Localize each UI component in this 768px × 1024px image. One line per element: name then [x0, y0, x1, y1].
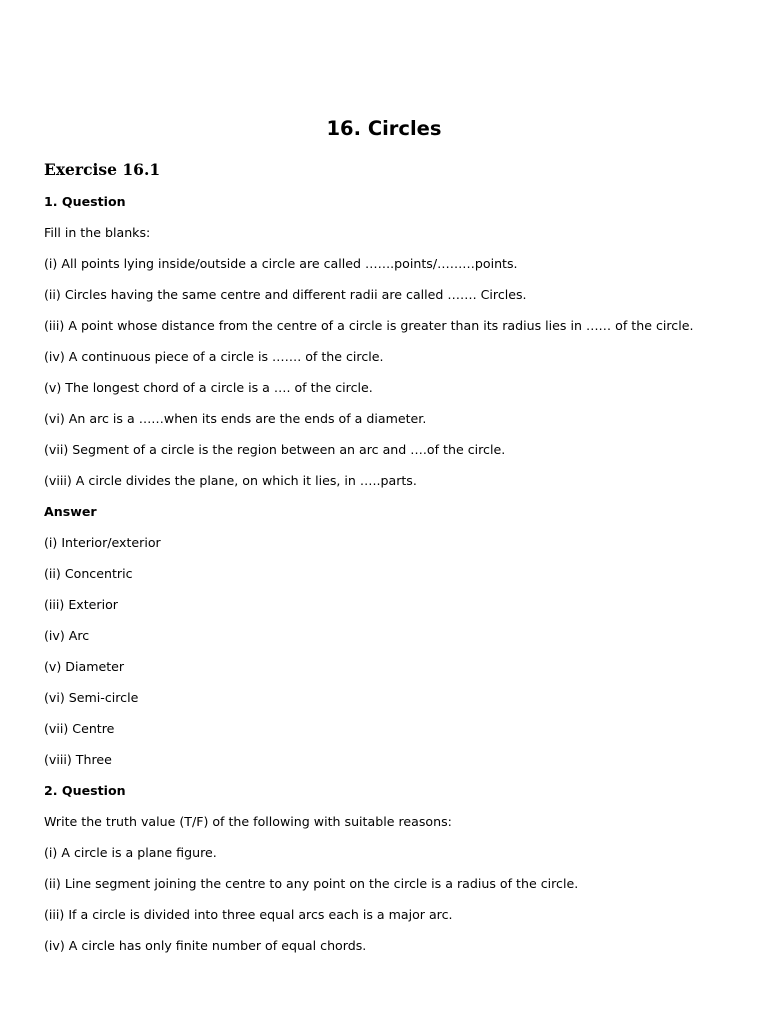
paragraph: (i) Interior/exterior — [44, 535, 161, 550]
paragraph: (viii) Three — [44, 752, 112, 767]
question-heading: 1. Question — [44, 194, 126, 209]
paragraph: (vii) Segment of a circle is the region between an arc and ….of the circle. — [44, 442, 506, 457]
paragraph: (iii) A point whose distance from the centre of a circle is greater than its radius lies in …… of the circle. — [44, 318, 694, 333]
page-title: 16. Circles — [326, 117, 442, 140]
paragraph: (i) All points lying inside/outside a circle are called …….points/………points. — [44, 256, 518, 271]
paragraph: (v) Diameter — [44, 659, 125, 674]
paragraph: (iii) If a circle is divided into three equal arcs each is a major arc. — [44, 907, 453, 922]
paragraph: (vi) An arc is a ……when its ends are the ends of a diameter. — [44, 411, 427, 426]
paragraph: (viii) A circle divides the plane, on which it lies, in …..parts. — [44, 473, 417, 488]
paragraph: (iv) A continuous piece of a circle is ……. of the circle. — [44, 349, 384, 364]
paragraph: (vii) Centre — [44, 721, 115, 736]
exercise-heading: Exercise 16.1 — [44, 160, 161, 179]
paragraph: (ii) Circles having the same centre and different radii are called ……. Circles. — [44, 287, 527, 302]
paragraph: (iv) A circle has only finite number of equal chords. — [44, 938, 367, 953]
paragraph: (iv) Arc — [44, 628, 90, 643]
paragraph: Write the truth value (T/F) of the following with suitable reasons: — [44, 814, 452, 829]
paragraph: Fill in the blanks: — [44, 225, 151, 240]
question-heading: 2. Question — [44, 783, 126, 798]
paragraph: (vi) Semi-circle — [44, 690, 139, 705]
answer-heading: Answer — [44, 504, 97, 519]
paragraph: (ii) Line segment joining the centre to any point on the circle is a radius of the circle. — [44, 876, 579, 891]
paragraph: (ii) Concentric — [44, 566, 133, 581]
document-body — [44, 193, 694, 968]
paragraph: (iii) Exterior — [44, 597, 118, 612]
paragraph: (v) The longest chord of a circle is a …. of the circle. — [44, 380, 373, 395]
paragraph: (i) A circle is a plane figure. — [44, 845, 217, 860]
